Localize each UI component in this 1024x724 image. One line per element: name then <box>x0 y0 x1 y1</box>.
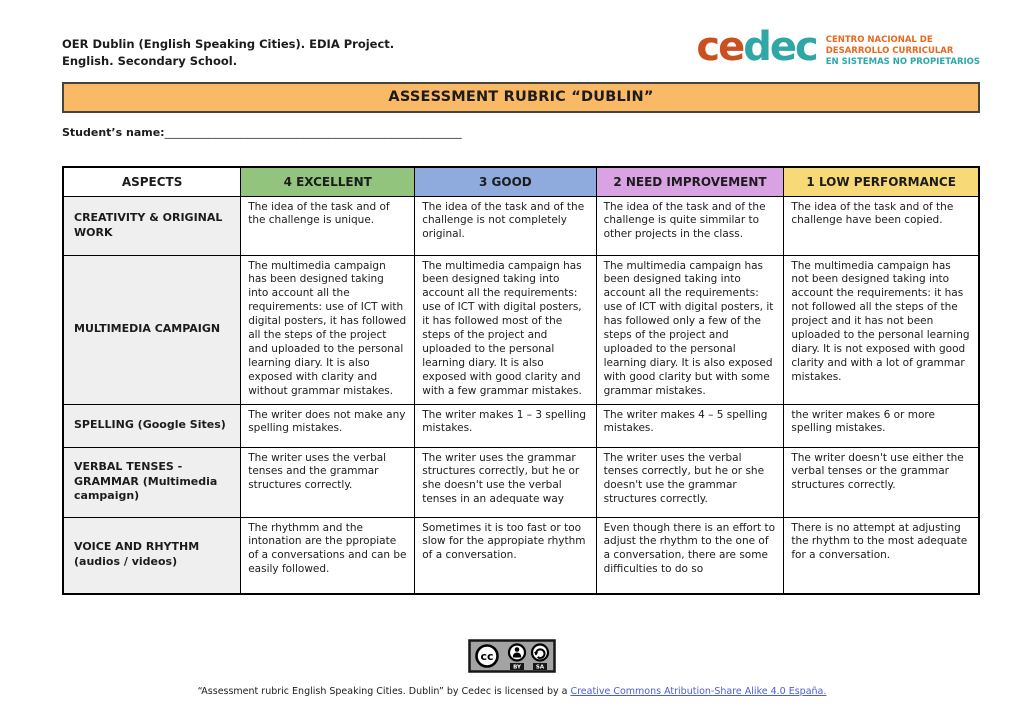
rubric-row-spelling <box>63 404 979 447</box>
rubric-cell-good: Sometimes it is too fast or too slow for the appropiate rhythm of a conversation. <box>415 517 596 594</box>
rubric-cell-good: The writer uses the grammar structures correctly, but he or she doesn't use the verbal tenses in an adequate way <box>415 447 596 517</box>
cedec-logo <box>696 24 980 70</box>
document-footer <box>0 639 1024 697</box>
rubric-cell-good: The writer makes 1 – 3 spelling mistakes. <box>415 404 596 447</box>
rubric-cell-low-performance: The idea of the task and of the challenge have been copied. <box>784 196 979 255</box>
cedec-wordmark-dec: dec <box>743 24 817 70</box>
rubric-cell-excellent: The writer does not make any spelling mistakes. <box>241 404 415 447</box>
rubric-cell-excellent: The writer uses the verbal tenses and the grammar structures correctly. <box>241 447 415 517</box>
license-attribution <box>0 686 1024 697</box>
rubric-cell-good: The multimedia campaign has been designed taking into account all the requirements: use of ICT with digital posters, it has followed most of the steps of the project and uploaded to the personal learning diary. It is also exposed with good clarity and with a few grammar mistakes. <box>415 255 596 404</box>
aspect-label: VERBAL TENSES - GRAMMAR (Multimedia campaign) <box>63 447 241 517</box>
rubric-row-multimedia-campaign <box>63 255 979 404</box>
svg-text:BY: BY <box>513 664 521 671</box>
creative-commons-badge <box>468 639 556 677</box>
svg-text:SA: SA <box>535 664 545 671</box>
rubric-cell-low-performance: The writer doesn't use either the verbal tenses or the grammar structures correctly. <box>784 447 979 517</box>
cedec-tagline <box>826 30 980 68</box>
cedec-tagline-line3: EN SISTEMAS NO PROPIETARIOS <box>825 57 980 68</box>
document-header <box>0 0 1024 71</box>
svg-text:cc: cc <box>480 650 494 663</box>
license-text: “Assessment rubric English Speaking Cities. Dublin” by Cedec is licensed by a <box>197 686 571 697</box>
rubric-cell-excellent: The idea of the task and of the challenge is unique. <box>241 196 415 255</box>
rubric-cell-need-improvement: The writer uses the verbal tenses correctly, but he or she doesn't use the grammar structures correctly. <box>596 447 784 517</box>
column-header-need-improvement: 2 NEED IMPROVEMENT <box>596 167 784 197</box>
rubric-cell-low-performance: The multimedia campaign has not been designed taking into account the requirements: it has not followed all the steps of the project and it has not been uploaded to the personal learning diary. It is not exposed with good clarity and with a lot of grammar mistakes. <box>784 255 979 404</box>
rubric-cell-low-performance: the writer makes 6 or more spelling mistakes. <box>784 404 979 447</box>
cedec-wordmark-ce: ce <box>696 24 744 70</box>
student-name-line <box>62 126 980 139</box>
rubric-cell-excellent: The rhythmm and the intonation are the ppropiate of a conversations and can be easily followed. <box>241 517 415 594</box>
column-header-aspects: ASPECTS <box>63 167 241 197</box>
cc-sa-icon <box>532 645 548 671</box>
cedec-tagline-line1: CENTRO NACIONAL DE <box>825 35 933 45</box>
cedec-wordmark <box>696 24 817 70</box>
cedec-tagline-line2: DESARROLLO CURRICULAR <box>825 46 954 57</box>
rubric-table <box>62 166 980 596</box>
rubric-header-row <box>63 167 979 197</box>
project-title-line2: English. Secondary School. <box>62 54 238 69</box>
rubric-row-voice-and-rhythm <box>63 517 979 594</box>
rubric-title-bar: ASSESSMENT RUBRIC “DUBLIN” <box>62 82 980 113</box>
aspect-label: CREATIVITY & ORIGINAL WORK <box>63 196 241 255</box>
aspect-label: SPELLING (Google Sites) <box>63 404 241 447</box>
license-link[interactable]: Creative Commons Atribution-Share Alike 4.0 España. <box>570 686 827 697</box>
rubric-row-verbal-tenses-grammar <box>63 447 979 517</box>
project-info <box>62 30 394 71</box>
project-title-line1: OER Dublin (English Speaking Cities). EDIA Project. <box>62 37 395 51</box>
column-header-excellent: 4 EXCELLENT <box>241 167 415 197</box>
rubric-row-creativity <box>63 196 979 255</box>
cc-by-sa-icon <box>468 639 556 673</box>
rubric-cell-need-improvement: The multimedia campaign has been designed taking into account all the requirements: use of ICT with digital posters, it has followed only a few of the steps of the project and uploaded to the personal learning diary. It is also exposed with good clarity but with some grammar mistakes. <box>596 255 784 404</box>
student-name-blank: ______________________________________________________ <box>164 125 462 139</box>
column-header-good: 3 GOOD <box>415 167 596 197</box>
aspect-label: MULTIMEDIA CAMPAIGN <box>63 255 241 404</box>
cc-logo-icon <box>477 646 498 667</box>
rubric-cell-low-performance: There is no attempt at adjusting the rhythm to the most adequate for a conversation. <box>784 517 979 594</box>
rubric-cell-need-improvement: The idea of the task and of the challenge is quite simmilar to other projects in the class. <box>596 196 784 255</box>
aspect-label: VOICE AND RHYTHM (audios / videos) <box>63 517 241 594</box>
rubric-cell-need-improvement: Even though there is an effort to adjust the rhythm to the one of a conversation, there are some difficulties to do so <box>596 517 784 594</box>
rubric-cell-need-improvement: The writer makes 4 – 5 spelling mistakes. <box>596 404 784 447</box>
rubric-cell-excellent: The multimedia campaign has been designed taking into account all the requirements: use of ICT with digital posters, it has followed all the steps of the project and uploaded to the personal learning diary. It is also exposed with clarity and without grammar mistakes. <box>241 255 415 404</box>
column-header-low-performance: 1 LOW PERFORMANCE <box>784 167 979 197</box>
cc-by-icon <box>509 645 525 671</box>
student-name-label: Student’s name: <box>62 125 165 139</box>
rubric-cell-good: The idea of the task and of the challenge is not completely original. <box>415 196 596 255</box>
